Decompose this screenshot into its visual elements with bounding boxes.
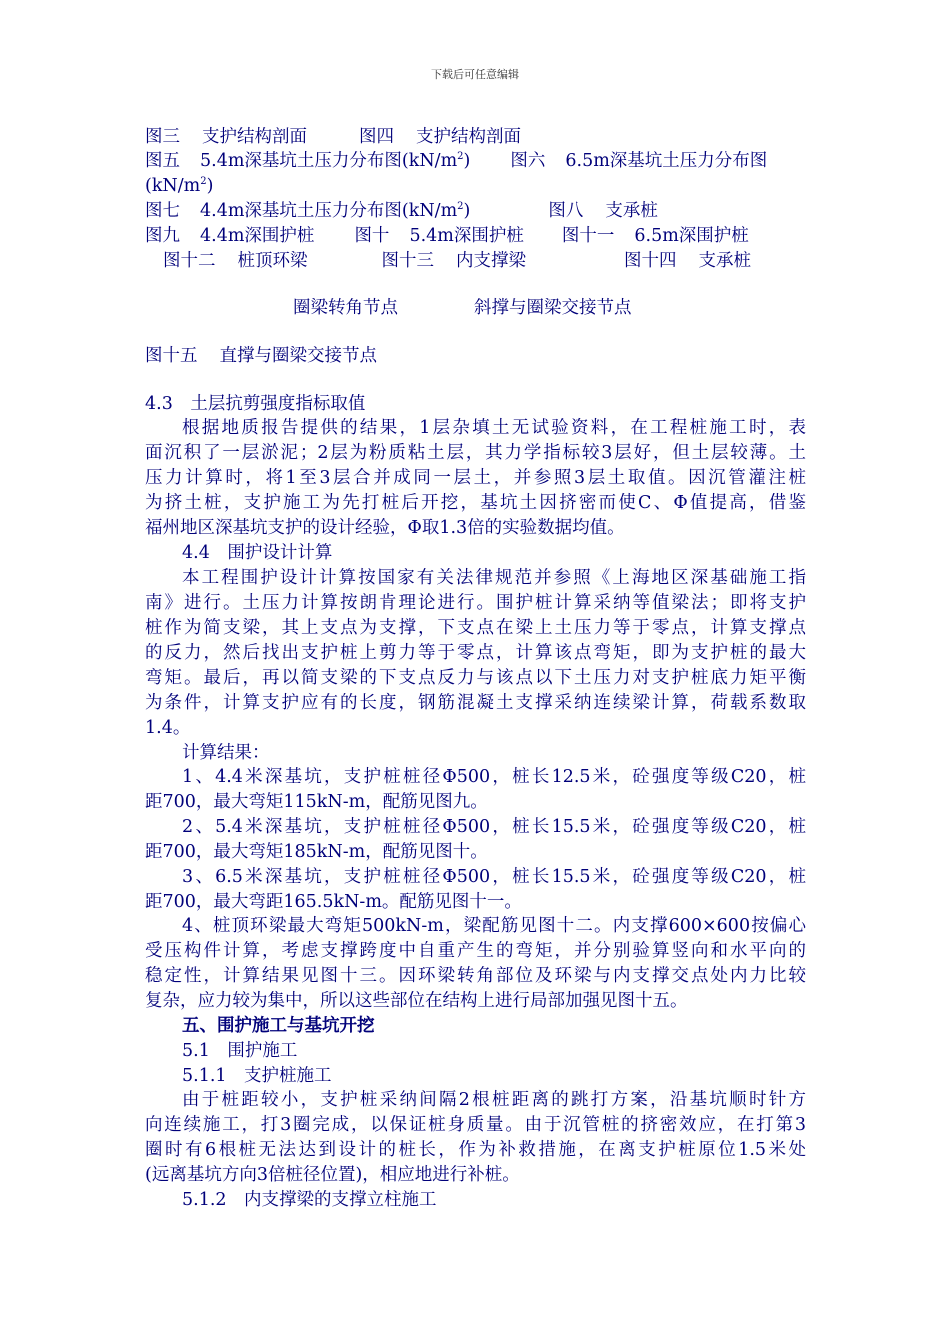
result-1-line: 1、4.4米深基坑，支护桩桩径Φ500，桩长12.5米，砼强度等级C20，桩: [182, 767, 806, 787]
paragraph-4-4-line: 的反力，然后找出支护桩上剪力等于零点，计算该点弯矩，即为支护桩的最大: [145, 643, 806, 663]
fig11-number: 图十一: [561, 226, 615, 246]
paragraph-4-4-line: 本工程围护设计计算按国家有关法律规范并参照《上海地区深基础施工指: [182, 568, 806, 588]
figure-caption-line-2: [145, 149, 767, 173]
paragraph-4-4-line: 南》进行。土压力计算按朗肯理论进行。围护桩计算采纳等值梁法；即将支护: [145, 593, 806, 613]
result-4-line: 复杂，应力较为集中，所以这些部位在结构上进行局部加强见图十五。: [145, 991, 688, 1011]
fig9-number: 图九: [145, 226, 180, 246]
fig13-caption: 内支撑梁: [456, 251, 526, 271]
paragraph-4-3-line: 压力计算时，将1至3层合并成同一层土，并参照3层土取值。因沉管灌注桩: [145, 468, 806, 488]
fig8-caption: 支承桩: [605, 201, 658, 221]
node-caption-line: [293, 296, 632, 320]
close-paren: ): [463, 201, 471, 221]
result-4-line: 4、桩顶环梁最大弯矩500kN-m，梁配筋见图十二。内支撑600×600按偏心: [182, 916, 806, 936]
section-5-1-heading: 5.1 围护施工: [182, 1041, 298, 1061]
fig6-number: 图六: [510, 151, 546, 171]
fig15-number: 图十五: [145, 346, 198, 366]
paragraph-4-4-line: 1.4。: [145, 718, 191, 738]
result-3-line: 距700，最大弯距165.5kN-m。配筋见图十一。: [145, 892, 522, 912]
paragraph-4-3-line: 面沉积了一层淤泥；2层为粉质粘土层，其力学指标较3层好，但土层较薄。土: [145, 443, 806, 463]
fig7-number: 图七: [145, 201, 180, 221]
paragraph-4-3-line: 福州地区深基坑支护的设计经验，Φ取1.3倍的实验数据均值。: [145, 518, 625, 538]
figure-caption-line-3: [145, 174, 213, 198]
fig8-number: 图八: [548, 201, 584, 221]
fig9-caption: 4.4m深围护桩: [200, 226, 315, 246]
figure-caption-line-5: [145, 224, 749, 248]
page-header: 下载后可任意编辑: [431, 68, 519, 81]
fig10-caption: 5.4m深围护桩: [409, 226, 524, 246]
paragraph-4-3-line: 根据地质报告提供的结果，1层杂填土无试验资料，在工程桩施工时，表: [182, 418, 806, 438]
figure-caption-line-6: [163, 249, 751, 273]
result-3-line: 3、6.5米深基坑，支护桩桩径Φ500，桩长15.5米，砼强度等级C20，桩: [182, 867, 806, 887]
fig15-caption: 直撑与圈梁交接节点: [219, 346, 377, 366]
superscript: 2: [457, 201, 464, 213]
paragraph-5-1-1-line: 圈时有6根桩无法达到设计的桩长，作为补救措施，在离支护桩原位1.5米处: [145, 1140, 806, 1160]
fig12-caption: 桩顶环梁: [237, 251, 308, 271]
section-4-4-heading: 4.4 围护设计计算: [182, 543, 333, 563]
result-4-line: 稳定性，计算结果见图十三。因环梁转角部位及环梁与内支撑交点处内力比较: [145, 966, 806, 986]
fig10-number: 图十: [354, 226, 390, 246]
section-5-heading: 五、围护施工与基坑开挖: [182, 1016, 375, 1036]
superscript: 2: [200, 176, 207, 188]
section-5-1-2-heading: 5.1.2 内支撑梁的支撑立柱施工: [182, 1190, 437, 1210]
fig7-caption: 4.4m深基坑土压力分布图(kN/m: [200, 201, 458, 221]
figure-caption-line-4: [145, 199, 658, 223]
paragraph-5-1-1-line: (远离基坑方向3倍桩径位置)，相应地进行补桩。: [145, 1165, 520, 1185]
figure-caption-line-1: [145, 125, 521, 149]
section-5-1-1-heading: 5.1.1 支护桩施工: [182, 1066, 332, 1086]
paragraph-4-3-line: 为挤土桩，支护施工为先打桩后开挖，基坑土因挤密而使C、Φ值提高，借鉴: [145, 493, 806, 513]
fig5-number: 图五: [145, 151, 180, 171]
fig13-number: 图十三: [381, 251, 434, 271]
section-4-3-heading: 4.3 土层抗剪强度指标取值: [145, 394, 366, 414]
fig3-caption: 支护结构剖面: [202, 127, 307, 147]
fig6-caption-cont: (kN/m: [145, 176, 201, 196]
fig5-caption: 5.4m深基坑土压力分布图(kN/m: [200, 151, 458, 171]
fig12-number: 图十二: [163, 251, 216, 271]
paragraph-5-1-1-line: 向连续施工，打3圈完成，以保证桩身质量。由于沉管桩的挤密效应，在打第3: [145, 1115, 806, 1135]
fig14-caption: 支承桩: [698, 251, 751, 271]
fig4-caption: 支护结构剖面: [416, 127, 521, 147]
close-paren: ): [463, 151, 471, 171]
superscript: 2: [457, 151, 464, 163]
result-4-line: 受压构件计算，考虑支撑跨度中自重产生的弯矩，并分别验算竖向和水平向的: [145, 941, 806, 961]
fig3-number: 图三: [145, 127, 180, 147]
result-1-line: 距700，最大弯矩115kN-m，配筋见图九。: [145, 792, 488, 812]
paragraph-4-4-line: 桩作为简支梁，其上支点为支撑，下支点在梁上土压力等于零点，计算支撑点: [145, 618, 806, 638]
close-paren: ): [206, 176, 214, 196]
fig4-number: 图四: [359, 127, 394, 147]
result-2-line: 距700，最大弯矩185kN-m，配筋见图十。: [145, 842, 488, 862]
fig14-number: 图十四: [624, 251, 677, 271]
node-caption-2: 斜撑与圈梁交接节点: [474, 298, 632, 318]
fig11-caption: 6.5m深围护桩: [634, 226, 749, 246]
node-caption-1: 圈梁转角节点: [293, 298, 398, 318]
paragraph-4-4-line: 弯矩。最后，再以简支梁的下支点反力与该点以下土压力对支护桩底力矩平衡: [145, 668, 806, 688]
result-2-line: 2、5.4米深基坑，支护桩桩径Φ500，桩长15.5米，砼强度等级C20，桩: [182, 817, 806, 837]
calc-results-heading: 计算结果：: [182, 743, 270, 763]
paragraph-5-1-1-line: 由于桩距较小，支护桩采纳间隔2根桩距离的跳打方案，沿基坑顺时针方: [182, 1090, 806, 1110]
figure-caption-line-7: [145, 344, 377, 368]
paragraph-4-4-line: 为条件，计算支护应有的长度，钢筋混凝土支撑采纳连续梁计算，荷载系数取: [145, 693, 806, 713]
fig6-caption: 6.5m深基坑土压力分布图: [565, 151, 768, 171]
